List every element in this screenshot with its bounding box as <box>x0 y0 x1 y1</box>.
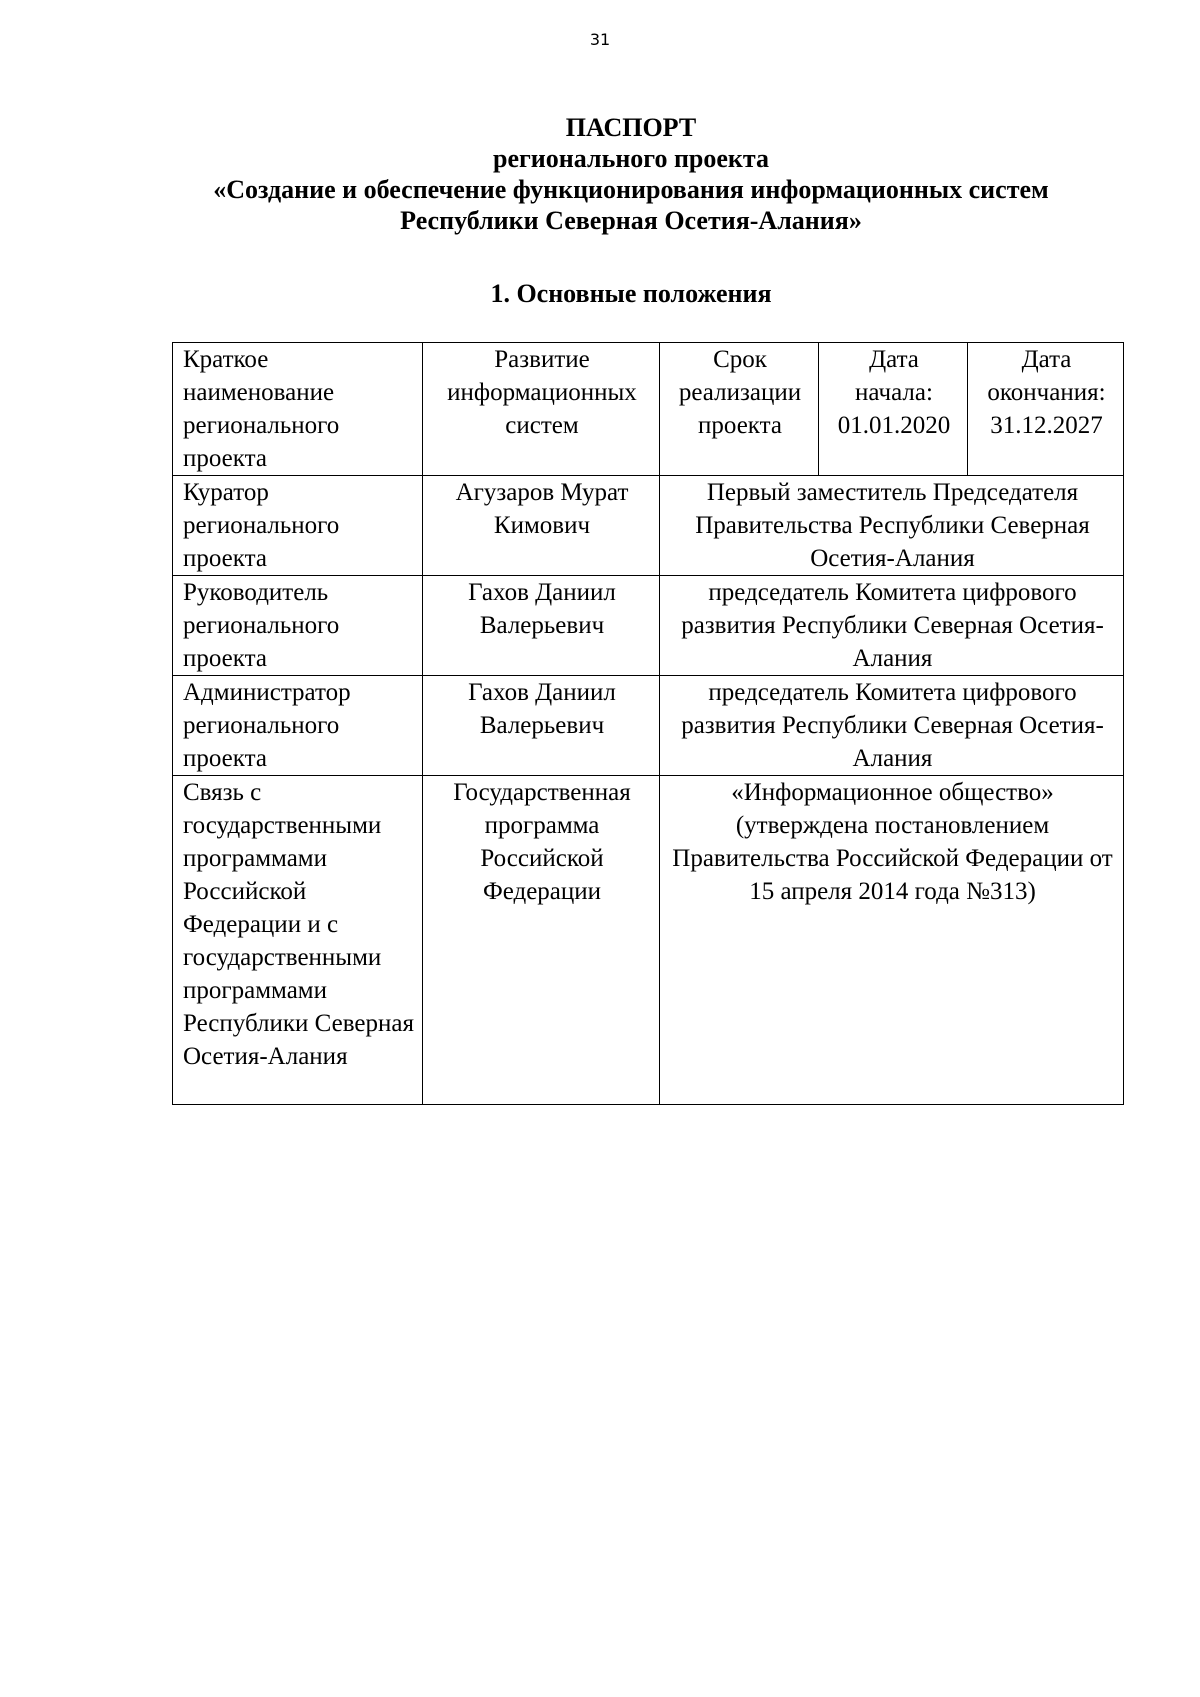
table-row <box>173 576 1124 676</box>
passport-table <box>172 342 1124 1105</box>
head-position: председатель Комитета цифрового развития Республики Северная Осетия-Алания <box>660 576 1124 676</box>
row-label: Краткое наименование регионального проекта <box>173 343 423 476</box>
row-label: Администратор регионального проекта <box>173 676 423 776</box>
page-number: 31 <box>589 30 611 49</box>
table-row <box>173 343 1124 476</box>
title-line: ПАСПОРТ <box>565 113 697 142</box>
row-label: Связь с государственными программами Российской Федерации и с государственными программами Республики Северная Осетия-Алания <box>173 776 423 1105</box>
table-row <box>173 776 1124 1105</box>
curator-name: Агузаров Мурат Кимович <box>423 476 660 576</box>
end-date: Дата окончания: 31.12.2027 <box>968 343 1124 476</box>
program-name: «Информационное общество» (утверждена постановлением Правительства Российской Федерации от 15 апреля 2014 года №313) <box>660 776 1124 1105</box>
title-line: Республики Северная Осетия-Алания» <box>400 206 862 235</box>
administrator-name: Гахов Даниил Валерьевич <box>423 676 660 776</box>
table-row <box>173 476 1124 576</box>
program-type: Государственная программа Российской Федерации <box>423 776 660 1105</box>
row-label: Руководитель регионального проекта <box>173 576 423 676</box>
project-short-name: Развитие информационных систем <box>423 343 660 476</box>
start-date: Дата начала: 01.01.2020 <box>819 343 968 476</box>
head-name: Гахов Даниил Валерьевич <box>423 576 660 676</box>
table-row <box>173 676 1124 776</box>
term-label: Срок реализации проекта <box>660 343 819 476</box>
title-line: регионального проекта <box>492 144 770 173</box>
row-label: Куратор регионального проекта <box>173 476 423 576</box>
curator-position: Первый заместитель Председателя Правительства Республики Северная Осетия-Алания <box>660 476 1124 576</box>
administrator-position: председатель Комитета цифрового развития Республики Северная Осетия-Алания <box>660 676 1124 776</box>
section-heading: 1. Основные положения <box>490 279 772 308</box>
title-line: «Создание и обеспечение функционирования информационных систем <box>213 175 1049 204</box>
document-title <box>0 112 1200 236</box>
